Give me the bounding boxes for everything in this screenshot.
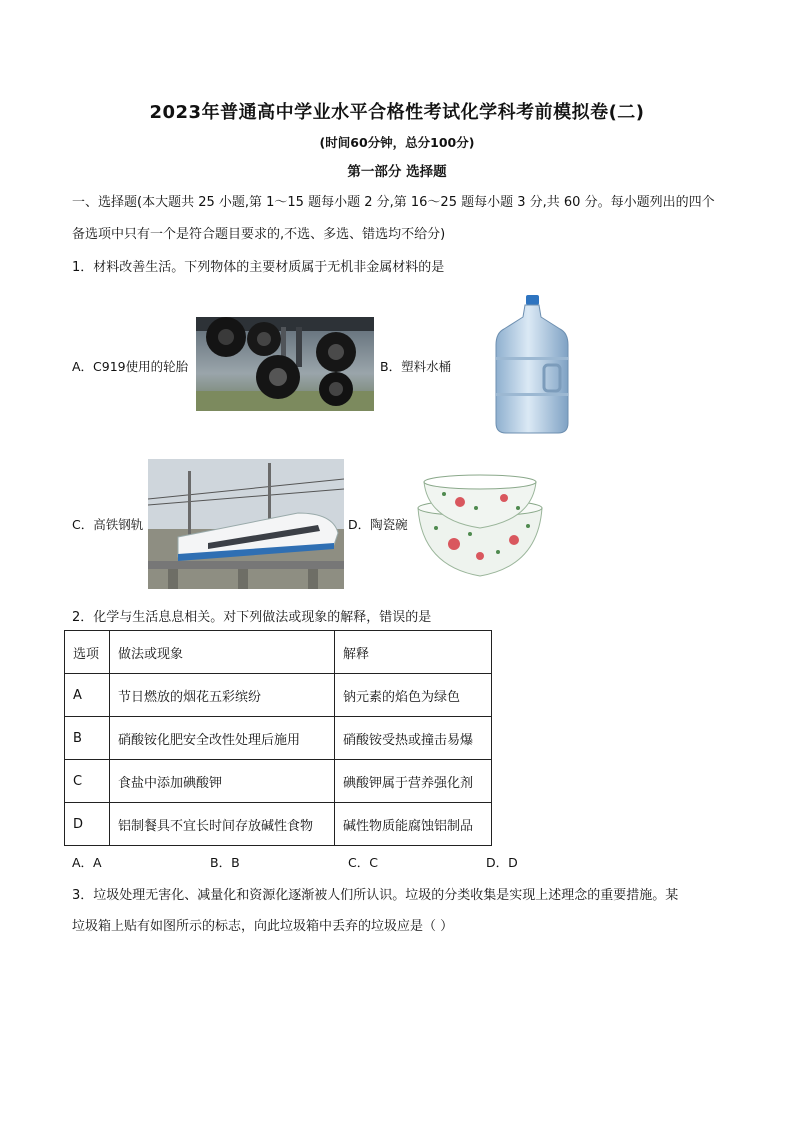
question-3-line-2: 垃圾箱上贴有如图所示的标志，向此垃圾箱中丢弃的垃圾应是（ ） xyxy=(72,919,454,934)
table-cell: C xyxy=(65,760,110,803)
q2-option-a: A．A xyxy=(72,855,102,870)
water-bucket-image xyxy=(492,293,572,435)
q1-option-b: B．塑料水桶 xyxy=(380,359,452,374)
table-header-cell: 解释 xyxy=(335,631,492,674)
table-row xyxy=(65,717,492,760)
table-cell: 碘酸钾属于营养强化剂 xyxy=(335,760,492,803)
q2-option-b: B．B xyxy=(210,855,240,870)
exam-subtitle: (时间60分钟，总分100分) xyxy=(319,135,475,150)
q2-table xyxy=(64,630,492,846)
question-2-stem: 2．化学与生活息息相关。对下列做法或现象的解释，错误的是 xyxy=(72,610,432,625)
table-cell: 硝酸铵化肥安全改性处理后施用 xyxy=(110,717,335,760)
instructions-line-2: 备选项中只有一个是符合题目要求的,不选、多选、错选均不给分) xyxy=(72,227,446,242)
instructions-line-1: 一、选择题(本大题共 25 小题,第 1～15 题每小题 2 分,第 16～25 题每小题 3 分,共 60 分。每小题列出的四个 xyxy=(72,195,715,210)
question-1-stem: 1．材料改善生活。下列物体的主要材质属于无机非金属材料的是 xyxy=(72,260,445,275)
table-row xyxy=(65,803,492,846)
q2-option-d: D．D xyxy=(486,855,518,870)
exam-title: 2023年普通高中学业水平合格性考试化学科考前模拟卷(二) xyxy=(149,102,645,123)
table-row xyxy=(65,674,492,717)
high-speed-rail-image xyxy=(148,459,344,589)
table-cell: B xyxy=(65,717,110,760)
table-header-cell: 选项 xyxy=(65,631,110,674)
q2-option-c: C．C xyxy=(348,855,378,870)
table-cell: 钠元素的焰色为绿色 xyxy=(335,674,492,717)
table-cell: 食盐中添加碘酸钾 xyxy=(110,760,335,803)
table-cell: 节日燃放的烟花五彩缤纷 xyxy=(110,674,335,717)
table-cell: 硝酸铵受热或撞击易爆 xyxy=(335,717,492,760)
q1-option-d: D．陶瓷碗 xyxy=(348,517,408,532)
question-3-line-1: 3．垃圾处理无害化、减量化和资源化逐渐被人们所认识。垃圾的分类收集是实现上述理念的重要措施。某 xyxy=(72,888,679,903)
ceramic-bowl-image xyxy=(414,468,546,580)
table-row xyxy=(65,760,492,803)
table-cell: A xyxy=(65,674,110,717)
q1-option-a: A．C919使用的轮胎 xyxy=(72,359,189,374)
aircraft-tire-image xyxy=(196,317,374,411)
q1-option-c: C．高铁钢轨 xyxy=(72,517,144,532)
table-header-row xyxy=(65,631,492,674)
table-header-cell: 做法或现象 xyxy=(110,631,335,674)
section-heading: 第一部分 选择题 xyxy=(347,164,447,180)
table-cell: D xyxy=(65,803,110,846)
table-cell: 碱性物质能腐蚀铝制品 xyxy=(335,803,492,846)
table-cell: 铝制餐具不宜长时间存放碱性食物 xyxy=(110,803,335,846)
